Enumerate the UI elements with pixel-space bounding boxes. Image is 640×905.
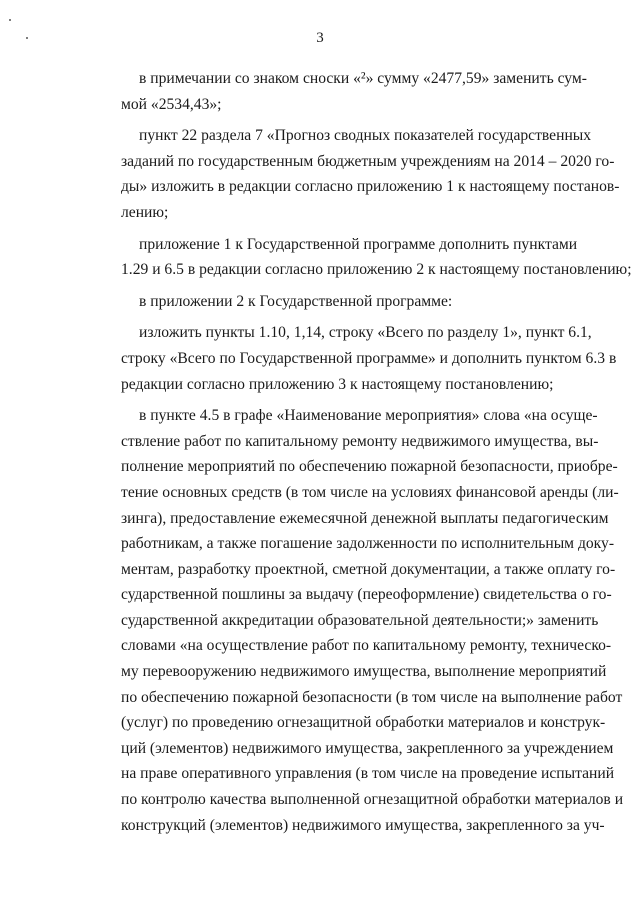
text-line: мой «2534,43»; bbox=[121, 95, 222, 113]
text-line: зинга), предоставление ежемесячной денежной выплаты педагогическим bbox=[121, 509, 609, 527]
paragraph bbox=[121, 403, 624, 838]
text-line: по контролю качества выполненной огнезащитной обработки материалов и bbox=[121, 791, 624, 809]
text-line: конструкций (элементов) недвижимого имущества, закрепленного за уч- bbox=[121, 816, 605, 834]
text-line: редакции согласно приложению 3 к настоящему постановлению; bbox=[121, 375, 554, 393]
text-line: в пункте 4.5 в графе «Наименование мероприятия» слова «на осуще- bbox=[139, 407, 598, 425]
text-line: по обеспечению пожарной безопасности (в том числе на выполнение работ bbox=[121, 688, 623, 706]
paragraph bbox=[121, 66, 587, 117]
paragraph bbox=[121, 123, 620, 225]
page-number: 3 bbox=[316, 30, 324, 46]
text-line: полнение мероприятий по обеспечению пожарной безопасности, приобре- bbox=[121, 458, 618, 476]
text-line: сударственной пошлины за выдачу (переоформление) свидетельства о го- bbox=[121, 586, 612, 604]
paragraph bbox=[121, 289, 577, 315]
text-line: ствление работ по капитальному ремонту недвижимого имущества, вы- bbox=[121, 432, 599, 450]
text-line: лению; bbox=[121, 203, 169, 221]
text-line: на праве оперативного управления (в том числе на проведение испытаний bbox=[121, 765, 615, 783]
text-line: ментам, разработку проектной, сметной документации, а также оплату го- bbox=[121, 560, 616, 578]
text-line: словами «на осуществление работ по капитальному ремонту, техническо- bbox=[121, 637, 612, 655]
text-line: (услуг) по проведению огнезащитной обработки материалов и конструк- bbox=[121, 714, 606, 732]
text-line: в приложении 2 к Государственной программе: bbox=[139, 292, 453, 310]
text-line: приложение 1 к Государственной программе дополнить пунктами bbox=[139, 235, 578, 253]
text-line: тение основных средств (в том числе на условиях финансовой аренды (ли- bbox=[121, 483, 619, 501]
text-line: сударственной аккредитации образовательной деятельности;» заменить bbox=[121, 611, 599, 629]
text-line: пункт 22 раздела 7 «Прогноз сводных показателей государственных bbox=[139, 127, 592, 145]
paragraph bbox=[121, 232, 632, 283]
text-line: ций (элементов) недвижимого имущества, закрепленного за учреждением bbox=[121, 739, 614, 757]
text-line: работникам, а также погашение задолженности по исполнительным доку- bbox=[121, 535, 615, 553]
text-line: изложить пункты 1.10, 1,14, строку «Всего по разделу 1», пункт 6.1, bbox=[139, 324, 592, 342]
text-line: му перевооружению недвижимого имущества, выполнение мероприятий bbox=[121, 663, 607, 681]
document-body bbox=[121, 66, 632, 838]
text-line: 1.29 и 6.5 в редакции согласно приложению 2 к настоящему постановлению; bbox=[121, 261, 632, 279]
text-line: строку «Всего по Государственной программе» и дополнить пунктом 6.3 в bbox=[121, 349, 617, 367]
paragraph bbox=[121, 320, 617, 397]
text-line: в примечании со знаком сноски «²» сумму «2477,59» заменить сум- bbox=[139, 70, 587, 87]
scan-speck bbox=[9, 19, 11, 21]
text-line: ды» изложить в редакции согласно приложению 1 к настоящему постанов- bbox=[121, 178, 620, 196]
text-line: заданий по государственным бюджетным учреждениям на 2014 – 2020 го- bbox=[121, 152, 615, 170]
